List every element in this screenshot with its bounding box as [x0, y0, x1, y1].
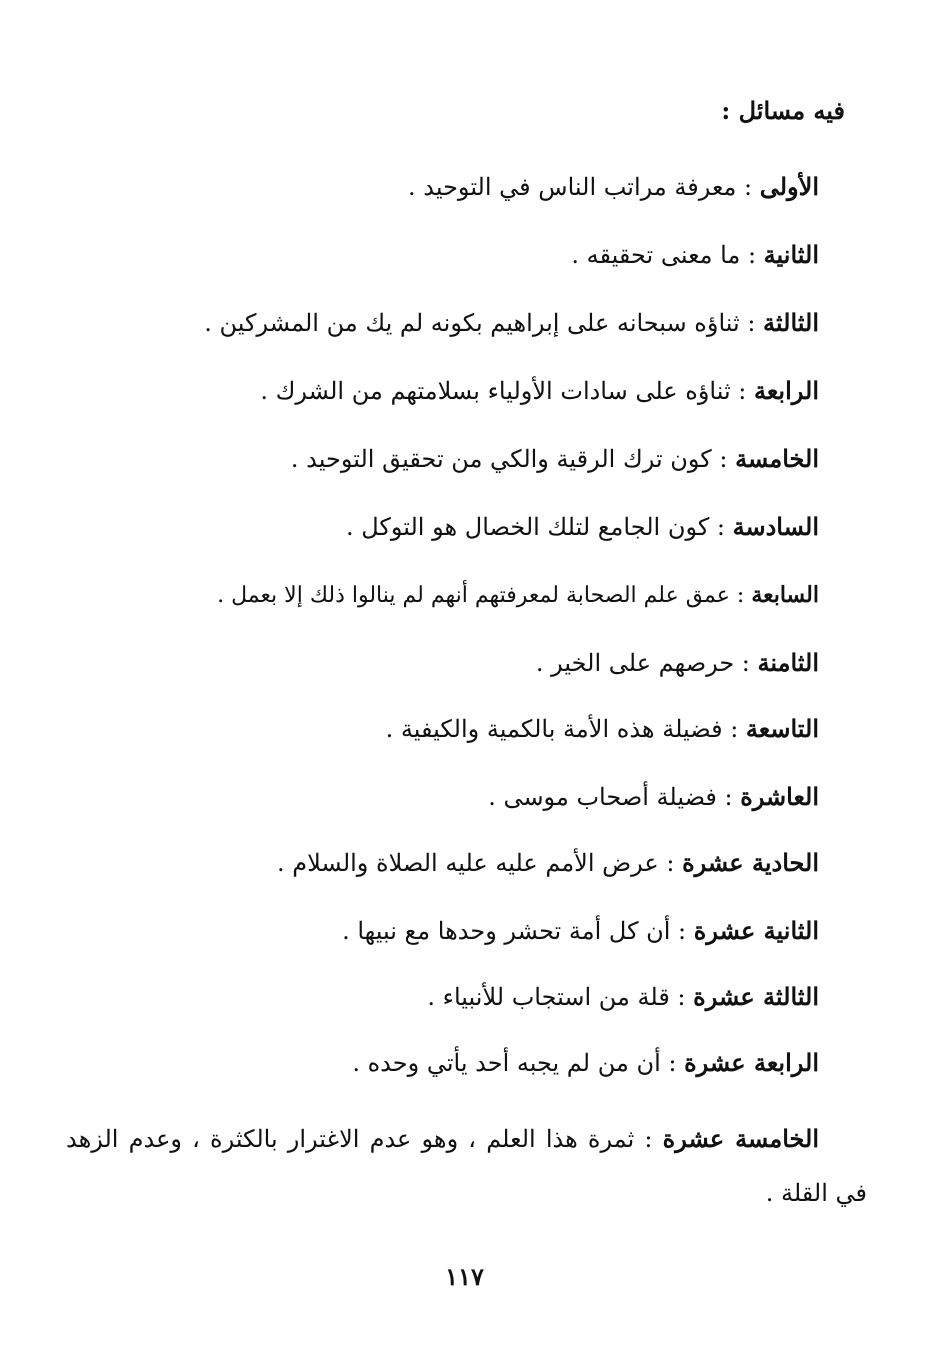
issue-item-2 [571, 238, 819, 272]
issue-item-3 [204, 306, 819, 340]
issue-item-6 [346, 510, 819, 544]
issue-separator: : [716, 783, 741, 811]
issue-item-1 [408, 170, 819, 204]
issue-label: الخامسة [735, 444, 819, 473]
issue-text: ثناؤه على سادات الأولياء بسلامتهم من الشرك . [260, 377, 731, 405]
issue-label: الخامسة عشرة [662, 1124, 819, 1153]
issue-separator: : [660, 1049, 685, 1077]
issue-text: عمق علم الصحابة لمعرفتهم أنهم لم ينالوا ذلك إلا بعمل . [217, 583, 730, 608]
issue-item-4 [260, 374, 819, 408]
issue-text: عرض الأمم عليه عليه الصلاة والسلام . [276, 849, 659, 877]
issue-separator: : [634, 1125, 663, 1153]
issue-separator: : [736, 173, 760, 201]
issue-separator: : [730, 377, 754, 405]
issue-text: ما معنى تحقيقه . [571, 241, 741, 269]
issue-label: الحادية عشرة [682, 848, 819, 877]
section-heading: فيه مسائل : [721, 96, 845, 125]
issue-separator: : [734, 649, 758, 677]
issue-label: الأولى [759, 172, 819, 201]
issue-item-5 [291, 442, 819, 476]
issue-item-15 [66, 1112, 867, 1220]
issue-label: الثامنة [757, 648, 819, 677]
issue-text: حرصهم على الخير . [535, 649, 735, 677]
issue-label: السابعة [751, 582, 819, 608]
issue-separator: : [670, 917, 694, 945]
issue-item-12 [342, 914, 819, 948]
issue-separator: : [729, 583, 752, 608]
issue-label: التاسعة [745, 714, 819, 743]
issue-text: أن كل أمة تحشر وحدها مع نبيها . [342, 917, 671, 945]
issue-label: السادسة [732, 512, 819, 541]
issue-separator: : [669, 983, 694, 1011]
issue-separator: : [658, 849, 683, 877]
issue-text: قلة من استجاب للأنبياء . [427, 983, 670, 1011]
issue-separator: : [740, 241, 764, 269]
issue-label: الثانية [763, 240, 819, 269]
issue-label: الرابعة عشرة [684, 1048, 819, 1077]
issue-separator: : [739, 309, 764, 337]
issue-item-7 [217, 578, 819, 613]
issue-text: أن من لم يجبه أحد يأتي وحده . [352, 1049, 661, 1077]
issue-item-14 [352, 1046, 819, 1080]
issue-separator: : [709, 513, 733, 541]
issue-item-10 [488, 780, 819, 814]
issue-separator: : [711, 445, 736, 473]
issue-label: الثالثة [763, 308, 819, 337]
page-number: ١١٧ [445, 1262, 484, 1291]
issue-separator: : [722, 715, 746, 743]
issue-text: ثناؤه سبحانه على إبراهيم بكونه لم يك من المشركين . [204, 309, 740, 337]
issue-label: الثانية عشرة [693, 916, 819, 945]
issue-text: فضيلة أصحاب موسى . [488, 783, 717, 811]
issue-label: العاشرة [740, 782, 819, 811]
issue-item-11 [277, 846, 819, 880]
issue-item-9 [386, 712, 819, 746]
issue-text: ثمرة هذا العلم ، وهو عدم الاغترار بالكثرة ، وعدم الزهد في القلة . [66, 1125, 867, 1207]
issue-text: كون الجامع لتلك الخصال هو التوكل . [345, 513, 710, 541]
issue-text: فضيلة هذه الأمة بالكمية والكيفية . [385, 715, 723, 743]
issue-label: الرابعة [753, 376, 819, 405]
issue-item-13 [427, 980, 819, 1014]
issue-text: معرفة مراتب الناس في التوحيد . [407, 173, 737, 201]
issue-item-8 [536, 646, 819, 680]
issue-label: الثالثة عشرة [693, 982, 819, 1011]
issue-text: كون ترك الرقية والكي من تحقيق التوحيد . [290, 445, 712, 473]
